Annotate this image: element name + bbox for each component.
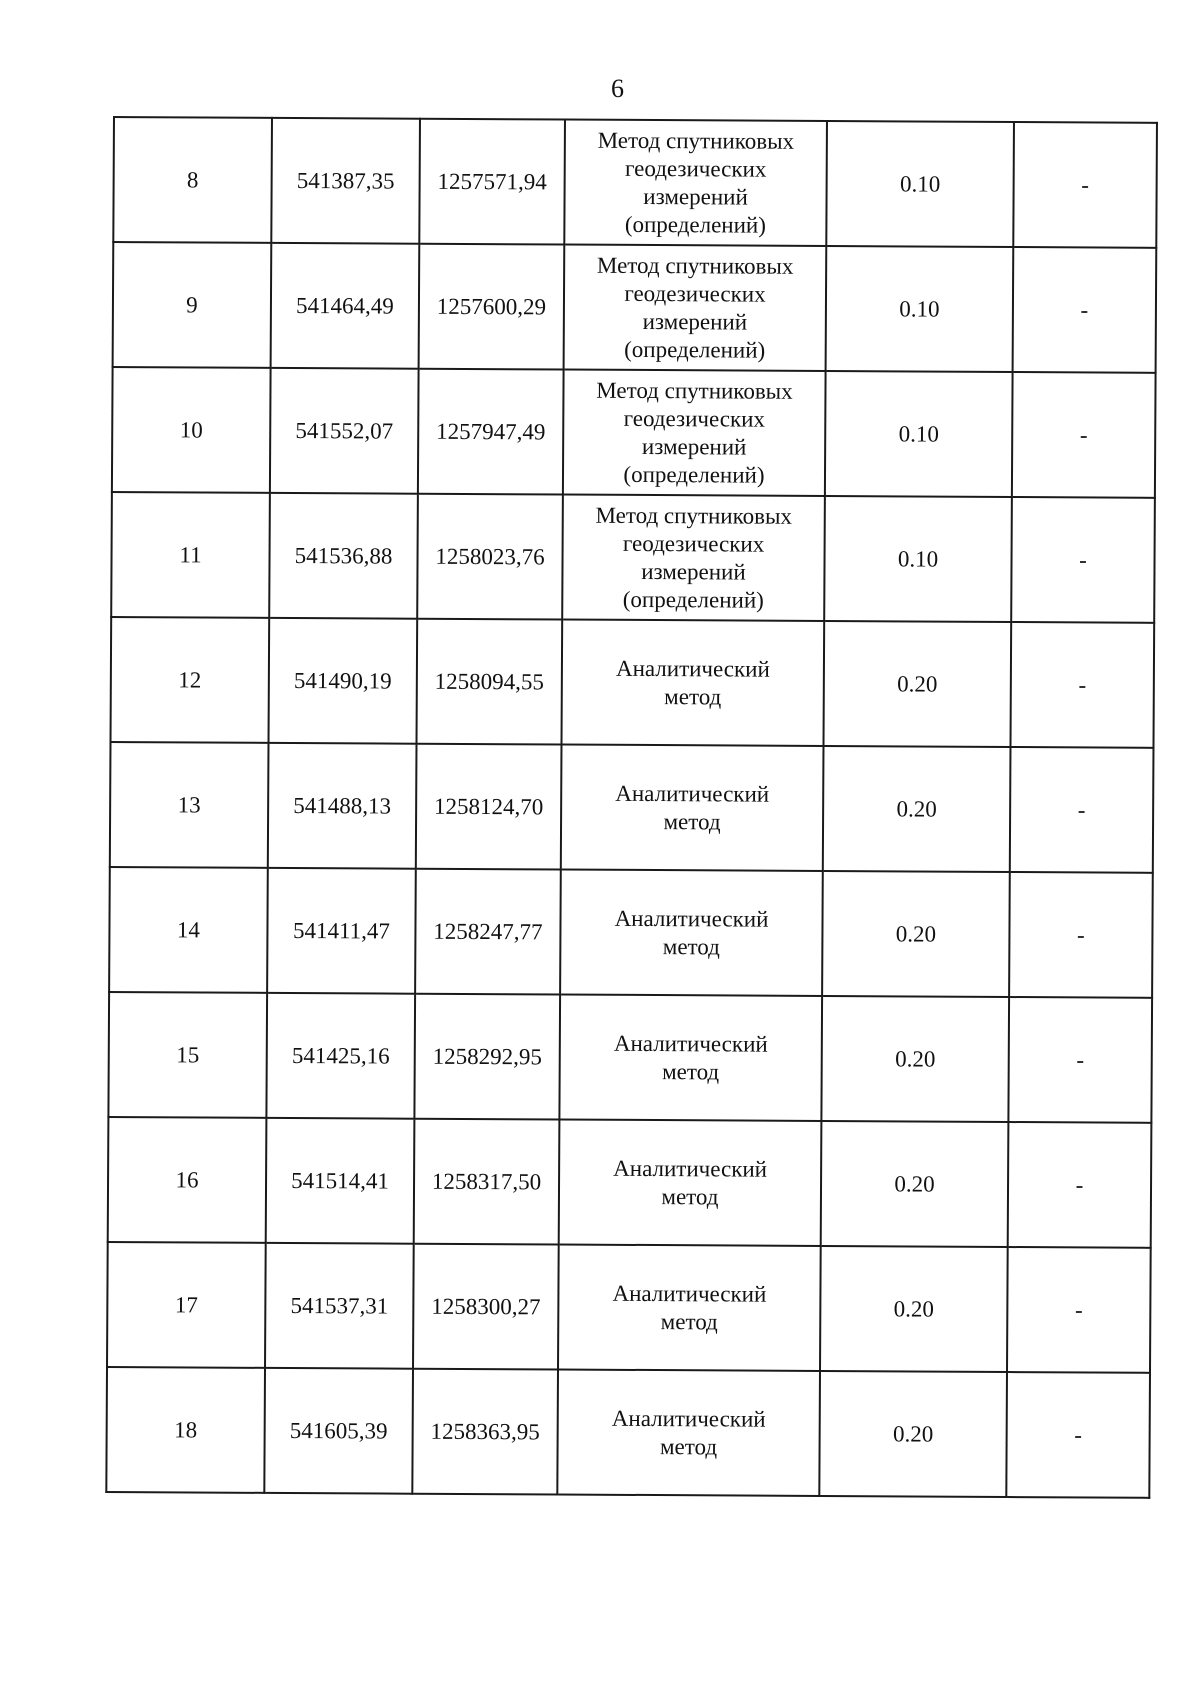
note-cell: - bbox=[1008, 997, 1152, 1123]
point-number-cell: 11 bbox=[111, 492, 270, 618]
accuracy-cell: 0.10 bbox=[824, 496, 1012, 622]
y-coordinate-cell: 1257571,94 bbox=[419, 119, 565, 245]
x-coordinate-cell: 541605,39 bbox=[264, 1368, 413, 1494]
method-cell bbox=[562, 495, 825, 621]
y-coordinate-cell: 1258023,76 bbox=[417, 494, 563, 620]
table-row bbox=[110, 742, 1154, 873]
method-cell bbox=[560, 870, 823, 996]
x-coordinate-cell: 541411,47 bbox=[267, 868, 416, 994]
method-cell bbox=[561, 745, 824, 871]
method-text: Метод спутниковых геодезических измерений (определений) bbox=[595, 502, 793, 613]
method-text: Аналитический метод bbox=[615, 780, 770, 834]
y-coordinate-cell: 1257600,29 bbox=[419, 244, 565, 370]
method-text: Аналитический метод bbox=[615, 655, 770, 709]
point-number-cell: 12 bbox=[111, 617, 270, 743]
accuracy-cell: 0.10 bbox=[826, 121, 1014, 247]
method-text: Метод спутниковых геодезических измерений (определений) bbox=[597, 127, 795, 238]
table-row bbox=[113, 117, 1157, 248]
method-text: Аналитический метод bbox=[614, 905, 769, 959]
accuracy-cell: 0.20 bbox=[819, 1371, 1007, 1497]
accuracy-cell: 0.20 bbox=[823, 746, 1011, 872]
table-row bbox=[106, 1367, 1150, 1498]
method-cell bbox=[559, 995, 822, 1121]
table-row bbox=[108, 992, 1152, 1123]
point-number-cell: 13 bbox=[110, 742, 269, 868]
note-cell: - bbox=[1010, 622, 1154, 748]
y-coordinate-cell: 1258247,77 bbox=[415, 869, 561, 995]
x-coordinate-cell: 541536,88 bbox=[269, 493, 418, 619]
note-cell: - bbox=[1008, 1122, 1152, 1248]
x-coordinate-cell: 541537,31 bbox=[265, 1243, 414, 1369]
x-coordinate-cell: 541387,35 bbox=[271, 118, 420, 244]
y-coordinate-cell: 1258317,50 bbox=[414, 1119, 560, 1245]
accuracy-cell: 0.20 bbox=[820, 1246, 1008, 1372]
accuracy-cell: 0.20 bbox=[822, 871, 1010, 997]
note-cell: - bbox=[1006, 1372, 1150, 1498]
note-cell: - bbox=[1012, 372, 1156, 498]
method-cell bbox=[564, 245, 827, 371]
note-cell: - bbox=[1013, 122, 1157, 248]
y-coordinate-cell: 1258300,27 bbox=[413, 1244, 559, 1370]
y-coordinate-cell: 1258124,70 bbox=[416, 744, 562, 870]
y-coordinate-cell: 1258292,95 bbox=[414, 994, 560, 1120]
x-coordinate-cell: 541490,19 bbox=[269, 618, 418, 744]
table-row bbox=[111, 617, 1155, 748]
x-coordinate-cell: 541464,49 bbox=[271, 243, 420, 369]
note-cell: - bbox=[1009, 872, 1153, 998]
point-number-cell: 14 bbox=[109, 867, 268, 993]
note-cell: - bbox=[1013, 247, 1157, 373]
accuracy-cell: 0.20 bbox=[821, 1121, 1009, 1247]
table-row bbox=[109, 867, 1153, 998]
point-number-cell: 10 bbox=[112, 367, 271, 493]
point-number-cell: 18 bbox=[106, 1367, 265, 1493]
method-text: Метод спутниковых геодезических измерений (определений) bbox=[596, 377, 793, 488]
note-cell: - bbox=[1011, 497, 1155, 623]
point-number-cell: 9 bbox=[113, 242, 272, 368]
accuracy-cell: 0.10 bbox=[825, 371, 1013, 497]
x-coordinate-cell: 541514,41 bbox=[266, 1118, 415, 1244]
table-row bbox=[111, 492, 1155, 623]
page-number: 6 bbox=[611, 74, 624, 103]
method-text: Аналитический метод bbox=[613, 1030, 768, 1084]
method-text: Аналитический метод bbox=[612, 1280, 767, 1334]
coordinates-table bbox=[105, 116, 1158, 1499]
method-text: Метод спутниковых геодезических измерений (определений) bbox=[596, 252, 794, 363]
method-cell bbox=[561, 620, 824, 746]
y-coordinate-cell: 1258363,95 bbox=[412, 1369, 558, 1495]
table-row bbox=[112, 367, 1156, 498]
x-coordinate-cell: 541488,13 bbox=[268, 743, 417, 869]
point-number-cell: 16 bbox=[108, 1117, 267, 1243]
accuracy-cell: 0.20 bbox=[821, 996, 1009, 1122]
accuracy-cell: 0.20 bbox=[823, 621, 1011, 747]
point-number-cell: 8 bbox=[113, 117, 272, 243]
point-number-cell: 15 bbox=[108, 992, 267, 1118]
table-row bbox=[107, 1242, 1151, 1373]
table-body bbox=[106, 117, 1157, 1498]
x-coordinate-cell: 541552,07 bbox=[270, 368, 419, 494]
y-coordinate-cell: 1257947,49 bbox=[418, 369, 564, 495]
table-row bbox=[108, 1117, 1152, 1248]
point-number-cell: 17 bbox=[107, 1242, 266, 1368]
method-cell bbox=[564, 120, 827, 246]
method-cell bbox=[557, 1370, 820, 1496]
accuracy-cell: 0.10 bbox=[826, 246, 1014, 372]
method-cell bbox=[563, 370, 826, 496]
note-cell: - bbox=[1010, 747, 1154, 873]
method-text: Аналитический метод bbox=[611, 1405, 766, 1459]
table-row bbox=[113, 242, 1157, 373]
method-text: Аналитический метод bbox=[613, 1155, 768, 1209]
note-cell: - bbox=[1007, 1247, 1151, 1373]
method-cell bbox=[559, 1120, 822, 1246]
y-coordinate-cell: 1258094,55 bbox=[416, 619, 562, 745]
x-coordinate-cell: 541425,16 bbox=[266, 993, 415, 1119]
method-cell bbox=[558, 1245, 821, 1371]
